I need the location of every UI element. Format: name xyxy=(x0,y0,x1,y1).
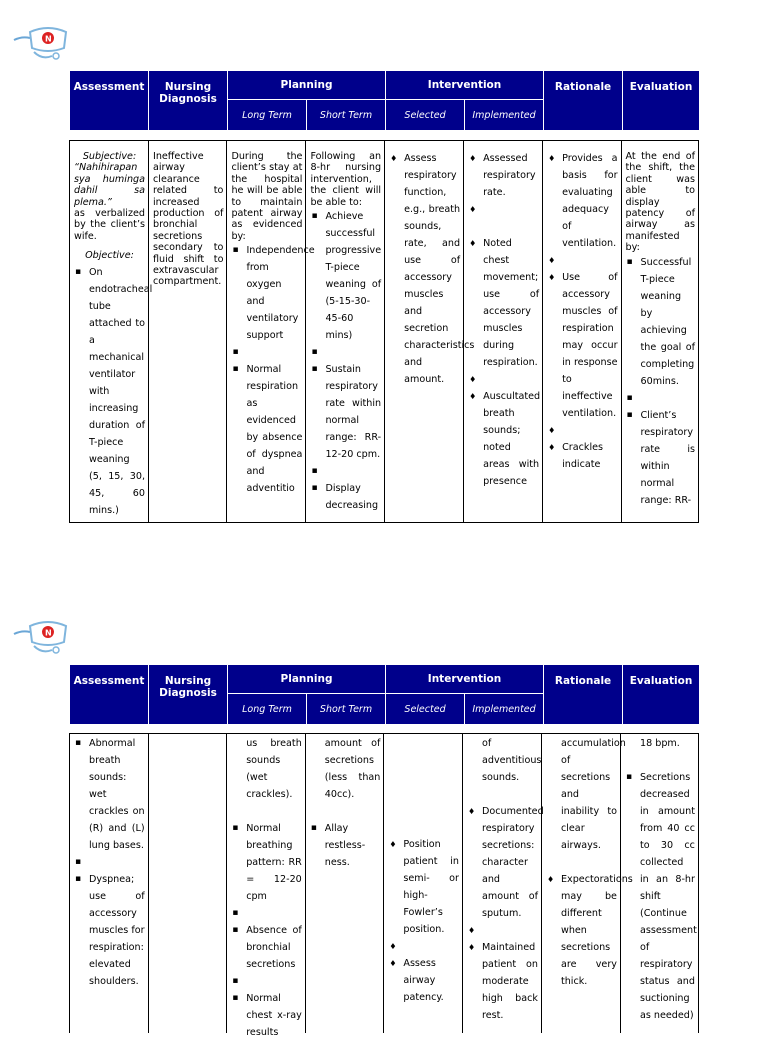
rationale-cell xyxy=(542,734,633,1033)
header-assessment: Assessment xyxy=(70,665,149,725)
nurse-cap-logo xyxy=(12,616,72,656)
list-item: ▪ Successful T-piece weaning by achieving the goal of completing 60mins. xyxy=(626,254,695,390)
list-item: ▪ Normal chest x-ray results xyxy=(231,990,302,1041)
long-term-continued: us breath sounds (wet crackles). xyxy=(246,738,302,800)
spacer xyxy=(547,252,617,269)
assessment-cell xyxy=(70,141,153,522)
spacer xyxy=(388,938,459,955)
header-intervention: Intervention xyxy=(386,71,544,100)
header-implemented: Implemented xyxy=(465,694,544,725)
list-item: ▪ Achieve successful progressive T-piece weaning of (5-15-30-45-60 mins) xyxy=(310,208,381,344)
short-term-intro: Following an 8-hr nursing intervention, the client will be able to: xyxy=(310,151,382,208)
list-item: ▪ Normal respiration as evidenced by absence of dyspnea and adventitio xyxy=(231,361,302,497)
assessment-cell xyxy=(70,734,149,1033)
spacer xyxy=(74,854,145,871)
list-item: ♦ Maintained patient on moderate high back rest. xyxy=(467,939,538,1024)
long-term-intro: During the client’s stay at the hospital he will be able to maintain patent airway as evidenced by: xyxy=(231,151,303,242)
list-item: ▪ Display decreasing xyxy=(310,480,381,514)
header-assessment: Assessment xyxy=(70,71,149,131)
evaluation-cell xyxy=(621,734,698,1033)
list-item: ▪ Dyspnea; use of accessory muscles for respiration: elevated shoulders. xyxy=(74,871,145,990)
header-selected: Selected xyxy=(386,694,465,725)
header-evaluation: Evaluation xyxy=(623,665,700,725)
list-item: ▪ Abnormal breath sounds: wet crackles on (R) and (L) lung bases. xyxy=(74,735,145,854)
header-long-term: Long Term xyxy=(228,100,307,131)
selected-cell xyxy=(384,734,463,1033)
list-item: ▪ Client’s respiratory rate is within normal range: RR- xyxy=(626,407,695,509)
evaluation-intro: At the end of the shift, the client was able to display patency of airway as manifested by: xyxy=(625,151,695,254)
header-long-term: Long Term xyxy=(228,694,307,725)
list-item: ♦ Assess airway patency. xyxy=(388,955,459,1006)
header-planning: Planning xyxy=(228,71,386,100)
nurse-cap-logo xyxy=(12,22,72,62)
header-intervention: Intervention xyxy=(386,665,544,694)
subjective-attribution: as verbalized by the client’s wife. xyxy=(74,208,145,242)
subjective-quote: “Nahihirapan sya huminga dahil sa plema.” xyxy=(74,162,145,208)
list-item: ▪ Independence from oxygen and ventilatory support xyxy=(231,242,302,344)
header-selected: Selected xyxy=(386,100,465,131)
spacer xyxy=(231,905,302,922)
svg-text:N: N xyxy=(45,34,52,44)
care-plan-header-2 xyxy=(69,664,700,725)
evaluation-cell xyxy=(622,141,698,522)
diagnosis-cell xyxy=(149,734,228,1033)
spacer xyxy=(467,922,538,939)
long-term-cell xyxy=(227,734,306,1038)
list-item: ♦ Expectorations may be different when secretions are very thick. xyxy=(546,871,617,990)
care-plan-header-1 xyxy=(69,70,700,131)
list-item: ♦ Documented respiratory secretions: character and amount of sputum. xyxy=(467,803,538,922)
header-nursing-diagnosis: Nursing Diagnosis xyxy=(149,665,228,725)
spacer xyxy=(468,201,539,235)
long-term-cell xyxy=(227,141,315,522)
subjective-label: Subjective: xyxy=(82,151,137,162)
spacer xyxy=(231,344,302,361)
list-item: ▪ Secretions decreased in amount from 40 cc to 30 cc collected in an 8-hr shift (Continue assessment of respiratory status and suctioning as needed) xyxy=(625,769,695,1024)
spacer xyxy=(310,463,381,480)
spacer xyxy=(626,390,695,407)
header-nursing-diagnosis: Nursing Diagnosis xyxy=(149,71,228,131)
objective-label: Objective: xyxy=(85,250,134,262)
diagnosis-cell xyxy=(149,141,227,522)
short-term-cell xyxy=(306,734,385,1033)
header-evaluation: Evaluation xyxy=(623,71,700,131)
spacer xyxy=(310,344,381,361)
implemented-cell xyxy=(463,734,542,1033)
list-item: ♦ Assessed respiratory rate. xyxy=(468,150,539,201)
implemented-continued: of adventitious sounds. xyxy=(481,738,542,783)
care-plan-body-2 xyxy=(69,733,699,1038)
header-planning: Planning xyxy=(228,665,386,694)
implemented-cell xyxy=(464,141,543,522)
header-short-term: Short Term xyxy=(307,100,386,131)
diagnosis-text: Ineffective airway clearance related to increased production of bronchial secretions secondary to fluid shift to extravascular compartment. xyxy=(153,151,224,288)
evaluation-continued: 18 bpm. xyxy=(639,738,680,749)
header-rationale: Rationale xyxy=(544,665,623,725)
list-item: ♦ Use of accessory muscles of respiration may occur in response to ineffective ventilation. xyxy=(547,269,617,422)
care-plan-body-1 xyxy=(69,140,699,523)
list-item: ♦ Crackles indicate xyxy=(547,439,617,473)
rationale-continued: accumulation of secretions and inability to clear airways. xyxy=(560,738,626,851)
header-rationale: Rationale xyxy=(544,71,623,131)
list-item: ♦ Provides a basis for evaluating adequacy of ventilation. xyxy=(547,150,617,252)
list-item: ▪ On endotracheal tube attached to a mechanical ventilator with increasing duration of T-piece weaning (5, 15, 30, 45, 60 mins.) xyxy=(74,264,145,519)
svg-text:N: N xyxy=(45,628,52,638)
spacer xyxy=(547,422,617,439)
list-item: ♦ Noted chest movement; use of accessory muscles during respiration. xyxy=(468,235,539,371)
short-term-cell xyxy=(306,141,385,522)
list-item: ▪ Absence of bronchial secretions xyxy=(231,922,302,973)
list-item: ▪ Normal breathing pattern: RR = 12-20 cpm xyxy=(231,820,302,905)
list-item: ▪ Sustain respiratory rate within normal range: RR- 12-20 cpm. xyxy=(310,361,381,463)
short-term-continued: amount of secretions (less than 40cc). xyxy=(324,738,381,800)
list-item: ▪ Allay restless-ness. xyxy=(310,820,381,871)
rationale-cell xyxy=(543,141,621,522)
spacer xyxy=(468,371,539,388)
spacer xyxy=(231,973,302,990)
header-implemented: Implemented xyxy=(465,100,544,131)
list-item: ♦ Auscultated breath sounds; noted areas with presence xyxy=(468,388,539,490)
selected-cell xyxy=(385,141,475,522)
list-item: ♦ Position patient in semi- or high-Fowler’s position. xyxy=(388,836,459,938)
header-short-term: Short Term xyxy=(307,694,386,725)
list-item: ♦ Assess respiratory function, e.g., breath sounds, rate, and use of accessory muscles and secretion characteristics and amount. xyxy=(389,150,460,388)
